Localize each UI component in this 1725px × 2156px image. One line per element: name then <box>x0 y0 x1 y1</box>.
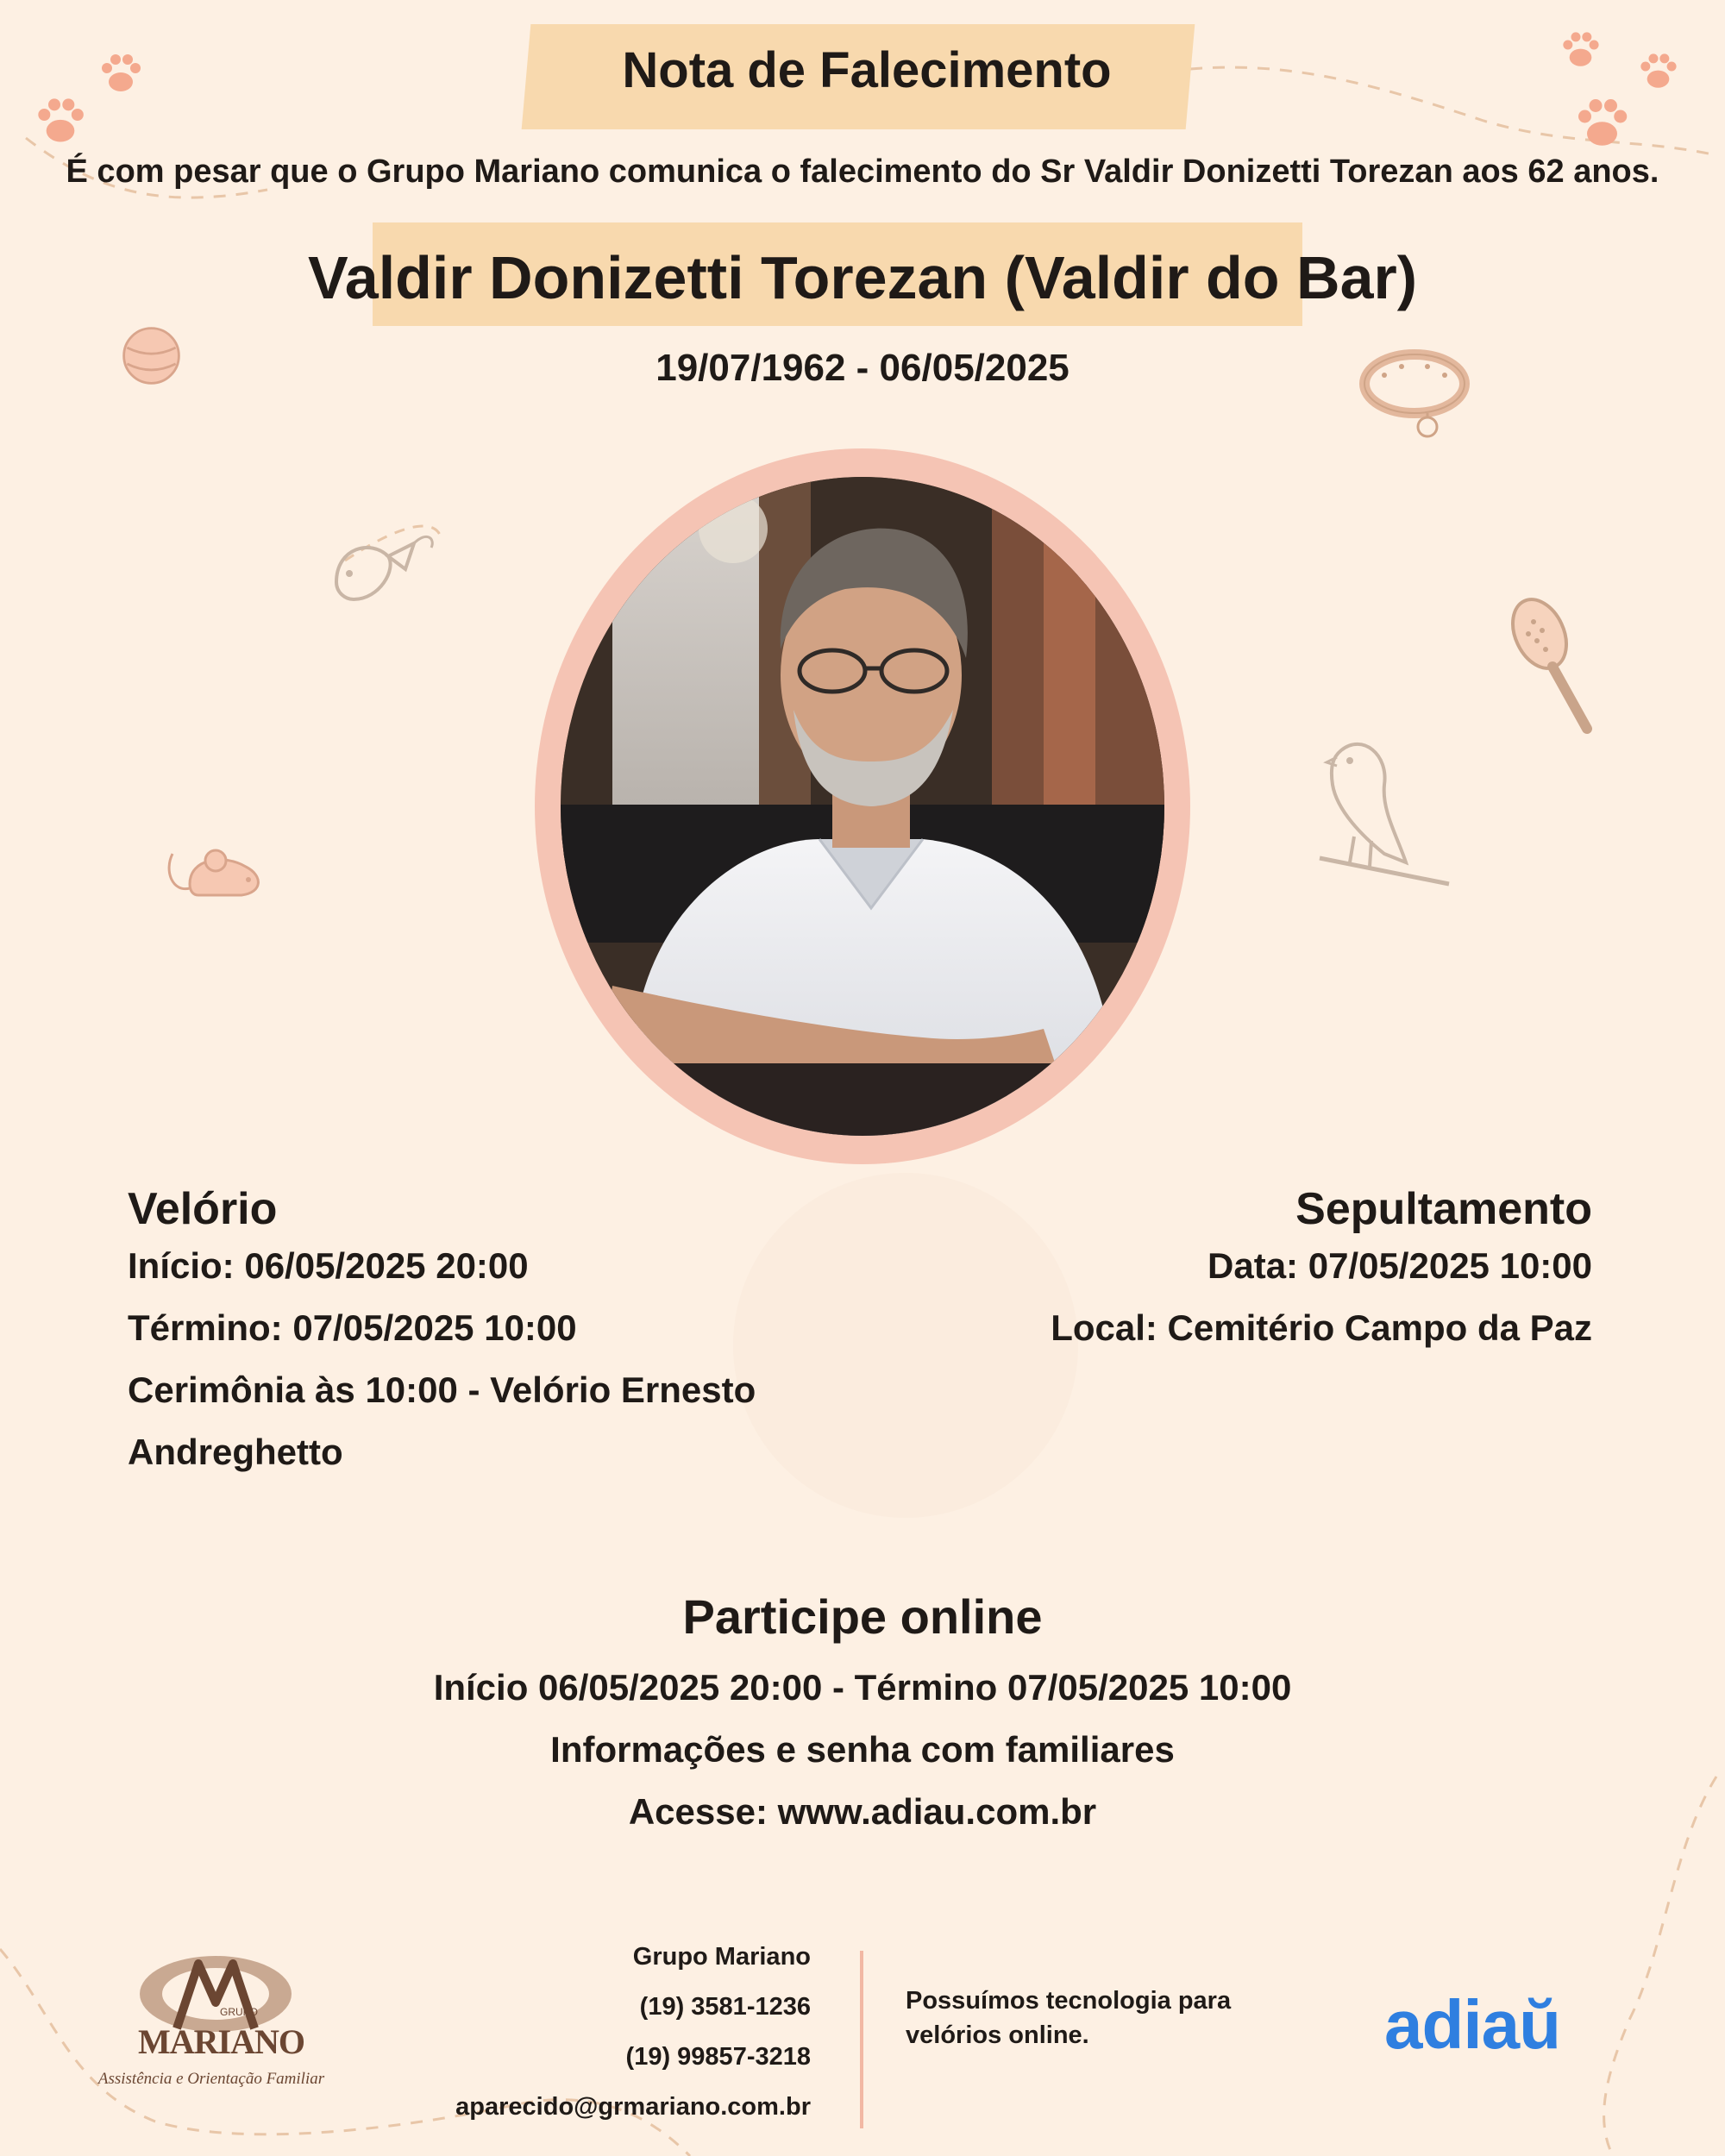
velorio-title: Velório <box>128 1184 278 1234</box>
adiau-logo <box>1384 1984 1634 2070</box>
online-title: Participe online <box>682 1589 1043 1644</box>
adiau-wordmark: adiaŭ <box>1384 1986 1560 2063</box>
deceased-photo <box>561 477 1164 1136</box>
velorio-termino: Término: 07/05/2025 10:00 <box>128 1307 577 1348</box>
velorio-cerimonia-line2: Andreghetto <box>128 1432 343 1472</box>
sepultamento-data: Data: 07/05/2025 10:00 <box>1208 1245 1592 1286</box>
contact-company: Grupo Mariano <box>632 1943 811 1971</box>
tech-text: Possuímos tecnologia para velórios online. <box>906 1987 1232 2049</box>
online-info: Informações e senha com familiares <box>550 1729 1175 1770</box>
online-section <box>0 1589 1725 1843</box>
online-horario: Início 06/05/2025 20:00 - Término 07/05/2025 10:00 <box>433 1667 1292 1708</box>
sepultamento-title: Sepultamento <box>1295 1184 1592 1234</box>
mariano-wordmark: MARIANO <box>138 2022 304 2061</box>
mariano-tagline: Assistência e Orientação Familiar <box>97 2070 325 2088</box>
online-link[interactable]: Acesse: www.adiau.com.br <box>628 1791 1097 1832</box>
brush-icon <box>1501 591 1604 737</box>
deceased-name: Valdir Donizetti Torezan (Valdir do Bar) <box>307 244 1418 311</box>
fish-icon <box>319 522 440 617</box>
contact-email[interactable]: aparecido@grmariano.com.br <box>455 2093 811 2121</box>
deceased-dates: 19/07/1962 - 06/05/2025 <box>656 347 1070 389</box>
velorio-section <box>128 1183 783 1483</box>
paw-icon <box>95 47 147 99</box>
sepultamento-local: Local: Cemitério Campo da Paz <box>1051 1307 1592 1348</box>
sepultamento-section <box>992 1183 1592 1359</box>
velorio-inicio: Início: 06/05/2025 20:00 <box>128 1245 529 1286</box>
bird-icon <box>1302 724 1458 897</box>
contact-phone-2[interactable]: (19) 99857-3218 <box>625 2043 811 2071</box>
paw-icon <box>1557 26 1604 73</box>
mariano-small-text: GRUPO <box>220 2006 259 2018</box>
mouse-toy-icon <box>155 819 285 914</box>
velorio-cerimonia-line1: Cerimônia às 10:00 - Velório Ernesto <box>128 1369 756 1410</box>
contact-info <box>431 1932 811 2132</box>
intro-text: É com pesar que o Grupo Mariano comunica o falecimento do Sr Valdir Donizetti Torezan aos 62 anos. <box>66 154 1659 190</box>
footer-divider <box>860 1951 863 2128</box>
paw-icon <box>30 91 91 151</box>
grupo-mariano-logo <box>95 1951 328 2097</box>
paw-icon <box>1634 47 1682 95</box>
contact-phone-1[interactable]: (19) 3581-1236 <box>639 1993 811 2021</box>
page-title: Nota de Falecimento <box>622 42 1112 98</box>
paw-icon <box>1570 91 1634 155</box>
